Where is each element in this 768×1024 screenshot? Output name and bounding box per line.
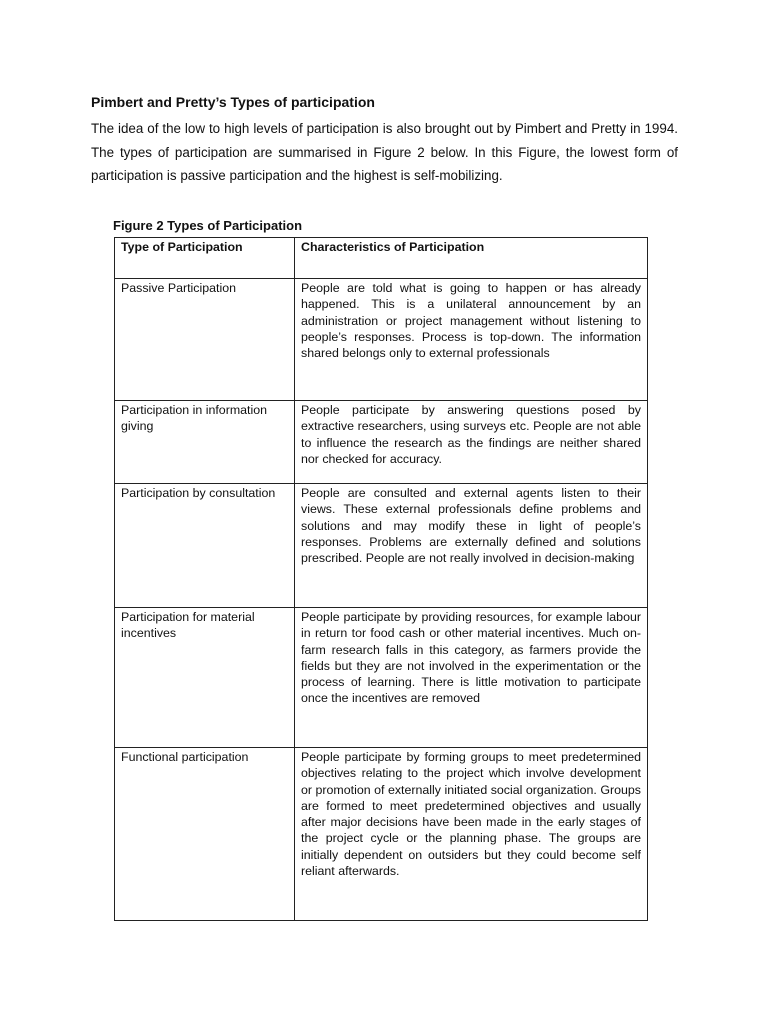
participation-characteristics-cell: People are consulted and external agents listen to their views. These external professionals define problems and solutions and may modify these in light of people’s responses. Problems are externally defined and solutions prescribed. People are not really involved in decision-making <box>295 484 648 608</box>
column-header-type: Type of Participation <box>115 238 295 279</box>
table-row <box>115 748 648 921</box>
participation-characteristics-cell: People participate by forming groups to meet predetermined objectives relating to the project which involve development or promotion of externally initiated social organization. Groups are formed to meet predetermined objectives and usually after major decisions have been made in the early stages of the project cycle or the planning phase. The groups are initially dependent on outsiders but they could become self reliant afterwards. <box>295 748 648 921</box>
participation-type-cell: Participation in information giving <box>115 401 295 484</box>
participation-type-cell: Functional participation <box>115 748 295 921</box>
participation-type-cell: Participation for material incentives <box>115 608 295 748</box>
section-heading: Pimbert and Pretty’s Types of participation <box>91 94 375 110</box>
participation-characteristics-cell: People participate by answering questions posed by extractive researchers, using surveys etc. People are not able to influence the research as the findings are neither shared nor checked for accuracy. <box>295 401 648 484</box>
table-header-row <box>115 238 648 279</box>
participation-type-cell: Passive Participation <box>115 279 295 401</box>
table-row <box>115 279 648 401</box>
column-header-characteristics: Characteristics of Participation <box>295 238 648 279</box>
intro-paragraph: The idea of the low to high levels of participation is also brought out by Pimbert and Pretty in 1994. The types of participation are summarised in Figure 2 below. In this Figure, the lowest form of participation is passive participation and the highest is self-mobilizing. <box>91 121 678 183</box>
participation-table <box>114 237 648 921</box>
participation-type-cell: Participation by consultation <box>115 484 295 608</box>
figure-caption: Figure 2 Types of Participation <box>113 218 303 233</box>
table-row <box>115 401 648 484</box>
participation-characteristics-cell: People participate by providing resources, for example labour in return tor food cash or other material incentives. Much on-farm research falls in this category, as farmers provide the fields but they are not involved in the experimentation or the process of learning. There is little motivation to participate once the incentives are removed <box>295 608 648 748</box>
participation-characteristics-cell: People are told what is going to happen or has already happened. This is a unilateral announcement by an administration or project management without listening to people’s responses. Process is top-down. The information shared belongs only to external professionals <box>295 279 648 401</box>
table-row <box>115 608 648 748</box>
table-row <box>115 484 648 608</box>
